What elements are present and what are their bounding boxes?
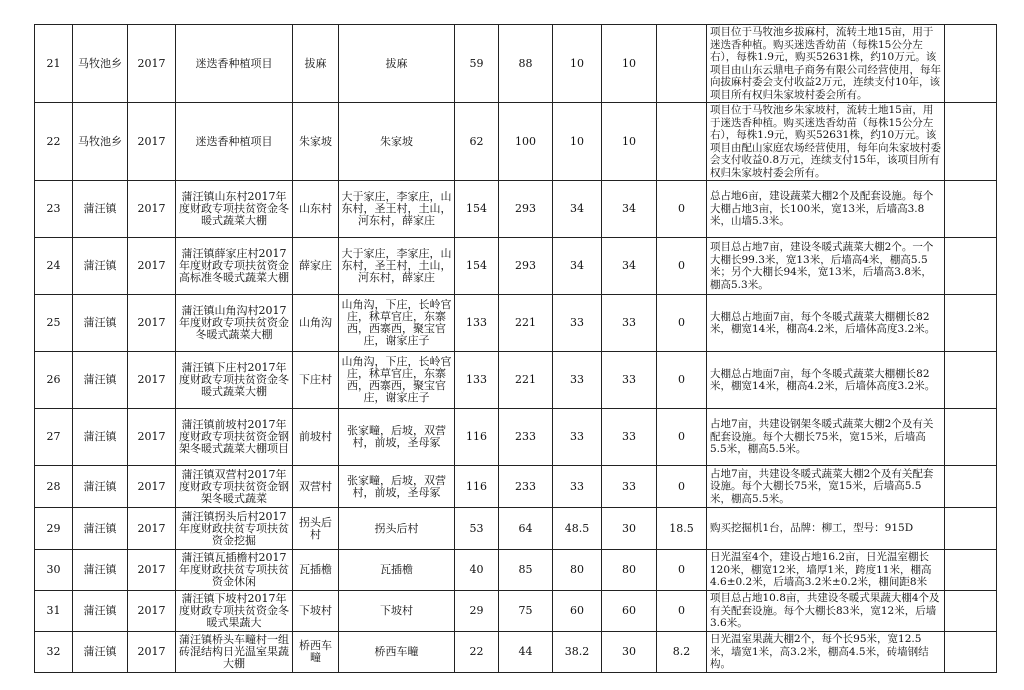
beneficiary-villages-cell: 瓦插檐: [339, 550, 455, 591]
beneficiary-villages-cell: 拐头后村: [339, 508, 455, 550]
row-number-cell: 24: [35, 238, 73, 295]
project-name-cell: 蒲汪镇下坡村2017年度财政专项扶贫资金冬暖式果蔬大: [176, 591, 293, 632]
description-cell: 购买挖掘机1台，品牌：柳工，型号：915D: [707, 508, 945, 550]
township-cell: 马牧池乡: [73, 103, 128, 181]
amount-total-cell: 10: [553, 25, 602, 103]
beneficiary-villages-cell: 山角沟，下庄，长岭官庄，秫草官庄，东寨西，西寨西，聚宝官庄，谢家庄子: [339, 295, 455, 352]
description-cell: 日光温室果蔬大棚2个，每个长95米，宽12.5米，墙宽1米，高3.2米，棚高4.5米，砖墙钢结构。: [707, 632, 945, 673]
table-row: [35, 181, 997, 238]
count-2-cell: 85: [499, 550, 553, 591]
count-2-cell: 293: [499, 181, 553, 238]
project-name-cell: 蒲汪镇山角沟村2017年度财政专项扶贫资金冬暖式蔬菜大棚: [176, 295, 293, 352]
amount-fiscal-cell: 33: [602, 352, 657, 409]
count-2-cell: 221: [499, 352, 553, 409]
village-cell: 拐头后村: [293, 508, 339, 550]
beneficiary-villages-cell: 张家疃，后坡，双营村，前坡，圣母冢: [339, 409, 455, 466]
count-1-cell: 29: [455, 591, 499, 632]
count-1-cell: 40: [455, 550, 499, 591]
row-number-cell: 25: [35, 295, 73, 352]
village-cell: 拔麻: [293, 25, 339, 103]
amount-total-cell: 34: [553, 181, 602, 238]
row-number-cell: 31: [35, 591, 73, 632]
amount-other-cell: 8.2: [657, 632, 707, 673]
remarks-cell: [945, 295, 997, 352]
beneficiary-villages-cell: 山角沟，下庄，长岭官庄，秫草官庄，东寨西，西寨西，聚宝官庄，谢家庄子: [339, 352, 455, 409]
count-1-cell: 62: [455, 103, 499, 181]
year-cell: 2017: [128, 295, 176, 352]
table-row: [35, 295, 997, 352]
table-row: [35, 508, 997, 550]
township-cell: 蒲汪镇: [73, 550, 128, 591]
remarks-cell: [945, 591, 997, 632]
amount-other-cell: 0: [657, 238, 707, 295]
remarks-cell: [945, 508, 997, 550]
count-2-cell: 64: [499, 508, 553, 550]
description-cell: 项目总占地7亩，建设冬暖式蔬菜大棚2个。一个大棚长99.3米，宽13米，后墙高4米，棚高5.5米；另个大棚长94米，宽13米，后墙高3.8米，棚高5.3米。: [707, 238, 945, 295]
township-cell: 蒲汪镇: [73, 466, 128, 508]
year-cell: 2017: [128, 238, 176, 295]
project-name-cell: 蒲汪镇前坡村2017年度财政专项扶贫资金钢架冬暖式蔬菜大棚项目: [176, 409, 293, 466]
township-cell: 蒲汪镇: [73, 352, 128, 409]
amount-fiscal-cell: 34: [602, 238, 657, 295]
amount-other-cell: 0: [657, 181, 707, 238]
village-cell: 朱家坡: [293, 103, 339, 181]
township-cell: 蒲汪镇: [73, 591, 128, 632]
amount-total-cell: 33: [553, 295, 602, 352]
table-row: [35, 550, 997, 591]
year-cell: 2017: [128, 591, 176, 632]
amount-other-cell: 0: [657, 466, 707, 508]
amount-fiscal-cell: 10: [602, 103, 657, 181]
row-number-cell: 32: [35, 632, 73, 673]
village-cell: 下坡村: [293, 591, 339, 632]
amount-fiscal-cell: 10: [602, 25, 657, 103]
count-2-cell: 44: [499, 632, 553, 673]
table-row: [35, 103, 997, 181]
count-1-cell: 133: [455, 295, 499, 352]
count-2-cell: 233: [499, 409, 553, 466]
project-name-cell: 蒲汪镇山东村2017年度财政专项扶贫资金冬暖式蔬菜大棚: [176, 181, 293, 238]
remarks-cell: [945, 409, 997, 466]
village-cell: 双营村: [293, 466, 339, 508]
beneficiary-villages-cell: 张家疃，后坡，双营村，前坡，圣母冢: [339, 466, 455, 508]
year-cell: 2017: [128, 508, 176, 550]
amount-fiscal-cell: 33: [602, 409, 657, 466]
table-body: [35, 25, 997, 673]
description-cell: 日光温室4个，建设占地16.2亩，日光温室棚长120米，棚宽12米，墙厚1米，跨度11米，棚高4.6±0.2米，后墙高3.2米±0.2米，棚间距8米: [707, 550, 945, 591]
description-cell: 大棚总占地面7亩，每个冬暖式蔬菜大棚棚长82米，棚宽14米，棚高4.2米，后墙体高度3.2米。: [707, 295, 945, 352]
amount-total-cell: 33: [553, 466, 602, 508]
table-row: [35, 352, 997, 409]
description-cell: 总占地6亩，建设蔬菜大棚2个及配套设施。每个大棚占地3亩，长100米，宽13米，后墙高3.8米，山墙5.3米。: [707, 181, 945, 238]
amount-fiscal-cell: 30: [602, 632, 657, 673]
table-row: [35, 409, 997, 466]
count-2-cell: 88: [499, 25, 553, 103]
remarks-cell: [945, 25, 997, 103]
amount-fiscal-cell: 80: [602, 550, 657, 591]
amount-total-cell: 60: [553, 591, 602, 632]
row-number-cell: 21: [35, 25, 73, 103]
remarks-cell: [945, 103, 997, 181]
year-cell: 2017: [128, 25, 176, 103]
project-name-cell: 蒲汪镇桥头车疃村一组砖混结构日光温室果蔬大棚: [176, 632, 293, 673]
beneficiary-villages-cell: 朱家坡: [339, 103, 455, 181]
count-2-cell: 221: [499, 295, 553, 352]
count-1-cell: 116: [455, 466, 499, 508]
township-cell: 蒲汪镇: [73, 409, 128, 466]
count-1-cell: 154: [455, 181, 499, 238]
village-cell: 瓦插檐: [293, 550, 339, 591]
count-1-cell: 154: [455, 238, 499, 295]
project-name-cell: 蒲汪镇拐头后村2017年度财政扶贫专项扶贫资金挖掘: [176, 508, 293, 550]
row-number-cell: 23: [35, 181, 73, 238]
amount-total-cell: 48.5: [553, 508, 602, 550]
beneficiary-villages-cell: 大于家庄，李家庄，山东村，圣王村，土山，河东村，薛家庄: [339, 238, 455, 295]
table-row: [35, 25, 997, 103]
project-name-cell: 蒲汪镇瓦插檐村2017年度财政扶贫专项扶贫资金休闲: [176, 550, 293, 591]
amount-total-cell: 33: [553, 352, 602, 409]
amount-fiscal-cell: 33: [602, 295, 657, 352]
village-cell: 前坡村: [293, 409, 339, 466]
table-row: [35, 591, 997, 632]
township-cell: 蒲汪镇: [73, 508, 128, 550]
year-cell: 2017: [128, 550, 176, 591]
project-name-cell: 蒲汪镇薛家庄村2017年度财政专项扶贫资金高标准冬暖式蔬菜大棚: [176, 238, 293, 295]
amount-other-cell: [657, 103, 707, 181]
amount-other-cell: 0: [657, 550, 707, 591]
amount-total-cell: 10: [553, 103, 602, 181]
description-cell: 占地7亩，共建设钢架冬暖式蔬菜大棚2个及有关配套设施。每个大棚长75米，宽15米，后墙高5.5米，棚高5.5米。: [707, 409, 945, 466]
village-cell: 下庄村: [293, 352, 339, 409]
description-cell: 大棚总占地面7亩，每个冬暖式蔬菜大棚棚长82米，棚宽14米，棚高4.2米，后墙体高度3.2米。: [707, 352, 945, 409]
year-cell: 2017: [128, 181, 176, 238]
beneficiary-villages-cell: 大于家庄，李家庄，山东村，圣王村，土山，河东村，薛家庄: [339, 181, 455, 238]
village-cell: 山东村: [293, 181, 339, 238]
township-cell: 蒲汪镇: [73, 238, 128, 295]
amount-other-cell: 0: [657, 409, 707, 466]
amount-fiscal-cell: 60: [602, 591, 657, 632]
remarks-cell: [945, 550, 997, 591]
table-row: [35, 466, 997, 508]
project-name-cell: 蒲汪镇双营村2017年度财政专项扶贫资金钢架冬暖式蔬菜: [176, 466, 293, 508]
project-name-cell: 迷迭香种植项目: [176, 103, 293, 181]
description-cell: 项目位于马牧池乡拔麻村，流转土地15亩，用于迷迭香种植。购买迷迭香幼苗（每株15公分左右），每株1.9元，购买52631株，约10万元。该项目由山东云鼎电子商务有限公司经营使用，每年向拔麻村委会支付收益2万元，连续支付10年，该项目所有权归朱家坡村委会所有。: [707, 25, 945, 103]
count-2-cell: 233: [499, 466, 553, 508]
year-cell: 2017: [128, 103, 176, 181]
amount-fiscal-cell: 30: [602, 508, 657, 550]
amount-total-cell: 34: [553, 238, 602, 295]
amount-other-cell: 0: [657, 352, 707, 409]
village-cell: 薛家庄: [293, 238, 339, 295]
count-2-cell: 100: [499, 103, 553, 181]
count-1-cell: 133: [455, 352, 499, 409]
row-number-cell: 30: [35, 550, 73, 591]
remarks-cell: [945, 181, 997, 238]
amount-total-cell: 33: [553, 409, 602, 466]
year-cell: 2017: [128, 352, 176, 409]
village-cell: 桥西车疃: [293, 632, 339, 673]
township-cell: 蒲汪镇: [73, 181, 128, 238]
beneficiary-villages-cell: 拔麻: [339, 25, 455, 103]
township-cell: 马牧池乡: [73, 25, 128, 103]
remarks-cell: [945, 632, 997, 673]
count-1-cell: 116: [455, 409, 499, 466]
remarks-cell: [945, 466, 997, 508]
table-row: [35, 632, 997, 673]
table-row: [35, 238, 997, 295]
amount-other-cell: 0: [657, 591, 707, 632]
count-2-cell: 293: [499, 238, 553, 295]
amount-other-cell: 0: [657, 295, 707, 352]
remarks-cell: [945, 238, 997, 295]
amount-fiscal-cell: 33: [602, 466, 657, 508]
village-cell: 山角沟: [293, 295, 339, 352]
row-number-cell: 26: [35, 352, 73, 409]
description-cell: 项目位于马牧池乡朱家坡村，流转土地15亩，用于迷迭香种植。购买迷迭香幼苗（每株15公分左右），每株1.9元，购买52631株，约10万元。该项目由配山家庭农场经营使用，每年向朱家坡村委会支付收益0.8万元，连续支付15年，该项目所有权归朱家坡村委会所有。: [707, 103, 945, 181]
count-1-cell: 22: [455, 632, 499, 673]
description-cell: 项目总占地10.8亩，共建设冬暖式果蔬大棚4个及有关配套设施。每个大棚长83米，宽12米，后墙3.6米。: [707, 591, 945, 632]
beneficiary-villages-cell: 下坡村: [339, 591, 455, 632]
project-name-cell: 迷迭香种植项目: [176, 25, 293, 103]
beneficiary-villages-cell: 桥西车疃: [339, 632, 455, 673]
project-table: [34, 24, 997, 673]
amount-other-cell: 18.5: [657, 508, 707, 550]
description-cell: 占地7亩，共建设冬暖式蔬菜大棚2个及有关配套设施。每个大棚长75米，宽15米，后墙高5.5米，棚高5.5米。: [707, 466, 945, 508]
row-number-cell: 29: [35, 508, 73, 550]
amount-other-cell: [657, 25, 707, 103]
count-2-cell: 75: [499, 591, 553, 632]
count-1-cell: 59: [455, 25, 499, 103]
year-cell: 2017: [128, 409, 176, 466]
row-number-cell: 22: [35, 103, 73, 181]
project-name-cell: 蒲汪镇下庄村2017年度财政专项扶贫资金冬暖式蔬菜大棚: [176, 352, 293, 409]
remarks-cell: [945, 352, 997, 409]
amount-total-cell: 38.2: [553, 632, 602, 673]
year-cell: 2017: [128, 466, 176, 508]
row-number-cell: 28: [35, 466, 73, 508]
amount-total-cell: 80: [553, 550, 602, 591]
count-1-cell: 53: [455, 508, 499, 550]
amount-fiscal-cell: 34: [602, 181, 657, 238]
year-cell: 2017: [128, 632, 176, 673]
township-cell: 蒲汪镇: [73, 295, 128, 352]
township-cell: 蒲汪镇: [73, 632, 128, 673]
row-number-cell: 27: [35, 409, 73, 466]
